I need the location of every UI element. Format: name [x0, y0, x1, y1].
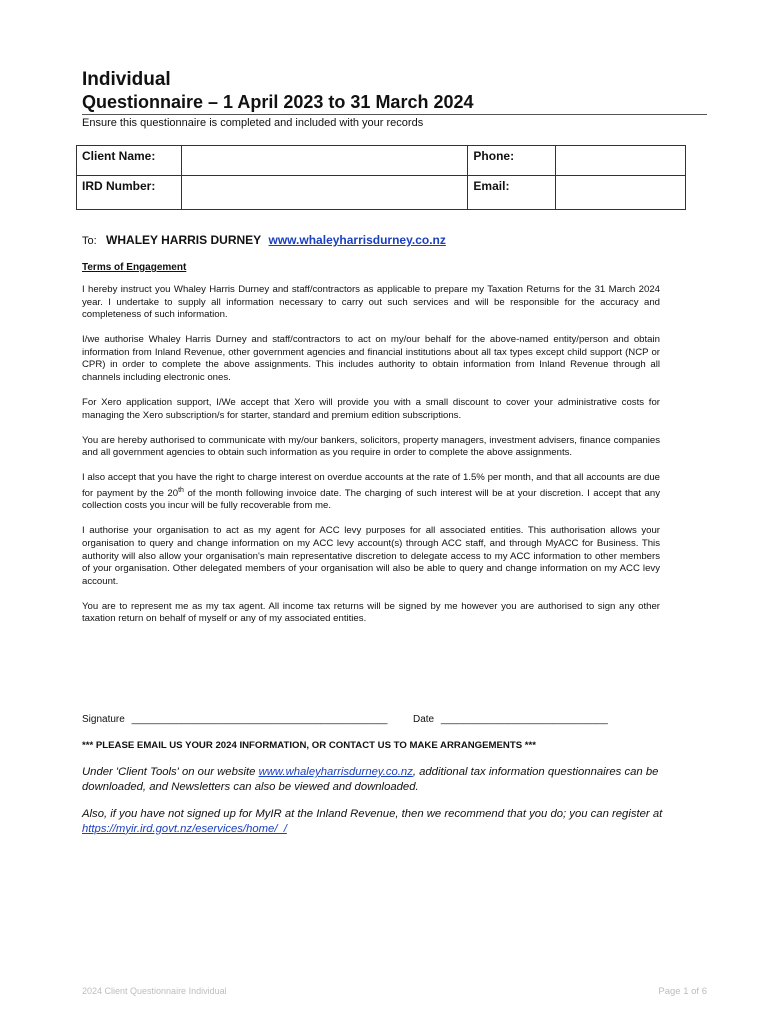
paragraph-tax-agent: You are to represent me as my tax agent. All income tax returns will be signed by me however you are authorised to sign any other taxation return on behalf of myself or any of my associated entities. [82, 600, 660, 625]
document-title: Individual [82, 69, 171, 90]
to-label: To: [82, 235, 97, 247]
client-tools-website-link[interactable]: www.whaleyharrisdurney.co.nz [258, 766, 413, 778]
terms-body [82, 284, 660, 638]
date-label: Date [413, 714, 435, 725]
paragraph-xero: For Xero application support, I/We accept that Xero will provide you with a small discount to cover your administrative costs for managing the Xero subscription/s for starter, standard and premium edition subscriptions. [82, 396, 660, 421]
date-group [413, 714, 608, 725]
myir-note: Also, if you have not signed up for MyIR at the Inland Revenue, then we recommend that you do; you can register at https://myir.ird.govt.nz/eservices/home/_/ [82, 808, 663, 835]
myir-link[interactable]: https://myir.ird.govt.nz/eservices/home/_/ [82, 822, 287, 835]
paragraph-authorisation: I/we authorise Whaley Harris Durney and staff/contractors to act on my/our behalf for the above-named entity/person and obtain information from Inland Revenue, other government agencies and financial institutions about all tax types except child support (NCP or CPR) in order to complete the above assignments. This includes authority to obtain information from Inland Revenue through all channels including electronic ones. [82, 334, 660, 383]
paragraph-acc-levy: I authorise your organisation to act as my agent for ACC levy purposes for all associated entities. This authorisation allows your organisation to query and change information on my ACC levy account(s) through ACC staff, and through MyACC for Business. This authority will also allow your organisation's main representative discretion to delegate access to my ACC information to other members of your organisation. Other delegated members of your organisation will also be able to query and change information on my ACC levy account. [82, 525, 660, 587]
firm-name: WHALEY HARRIS DURNEY [106, 233, 262, 247]
ird-number-label: IRD Number: [77, 176, 182, 210]
footer-document-name: 2024 Client Questionnaire Individual [82, 986, 227, 996]
firm-website-link[interactable]: www.whaleyharrisdurney.co.nz [268, 233, 446, 247]
footer-page-number: Page 1 of 6 [658, 986, 707, 997]
client-name-label: Client Name: [77, 146, 182, 176]
signature-line[interactable]: ______________________________________________ [131, 714, 388, 725]
client-details-table [76, 145, 686, 210]
title-divider [82, 114, 707, 115]
signature-row [82, 714, 608, 725]
phone-label: Phone: [468, 146, 555, 176]
client-tools-note: Under 'Client Tools' on our website www.whaleyharrisdurney.co.nz, additional tax information questionnaires can be downloaded, and Newsletters can also be viewed and downloaded. [82, 766, 659, 793]
date-line[interactable]: ______________________________ [440, 714, 608, 725]
client-name-field[interactable] [181, 146, 468, 176]
email-notice: *** PLEASE EMAIL US YOUR 2024 INFORMATION, OR CONTACT US TO MAKE ARRANGEMENTS *** [82, 740, 536, 751]
email-field[interactable] [555, 176, 685, 210]
ird-number-field[interactable] [181, 176, 468, 210]
phone-field[interactable] [555, 146, 685, 176]
paragraph-instruction: I hereby instruct you Whaley Harris Durney and staff/contractors as applicable to prepare my Taxation Returns for the 31 March 2024 year. I undertake to supply all information necessary to carry out such services and will be responsible for the accuracy and completeness of such information. [82, 284, 660, 321]
paragraph-communication: You are hereby authorised to communicate with my/our bankers, solicitors, property managers, investment advisers, finance companies and all government agencies to obtain such information as you require in order to complete the above assignments. [82, 434, 660, 459]
completion-instruction: Ensure this questionnaire is completed and included with your records [82, 117, 424, 129]
email-label: Email: [468, 176, 555, 210]
terms-heading: Terms of Engagement [82, 262, 187, 273]
addressee-line [82, 233, 446, 247]
paragraph-interest: I also accept that you have the right to charge interest on overdue accounts at the rate of 1.5% per month, and that all accounts are due for payment by the 20th of the month following invoice date. The charging of such interest will be at your discretion. I accept that any collection costs you incur will be fully recoverable from me. [82, 472, 661, 512]
signature-label: Signature [82, 714, 125, 725]
document-subtitle: Questionnaire – 1 April 2023 to 31 March 2024 [82, 92, 474, 112]
